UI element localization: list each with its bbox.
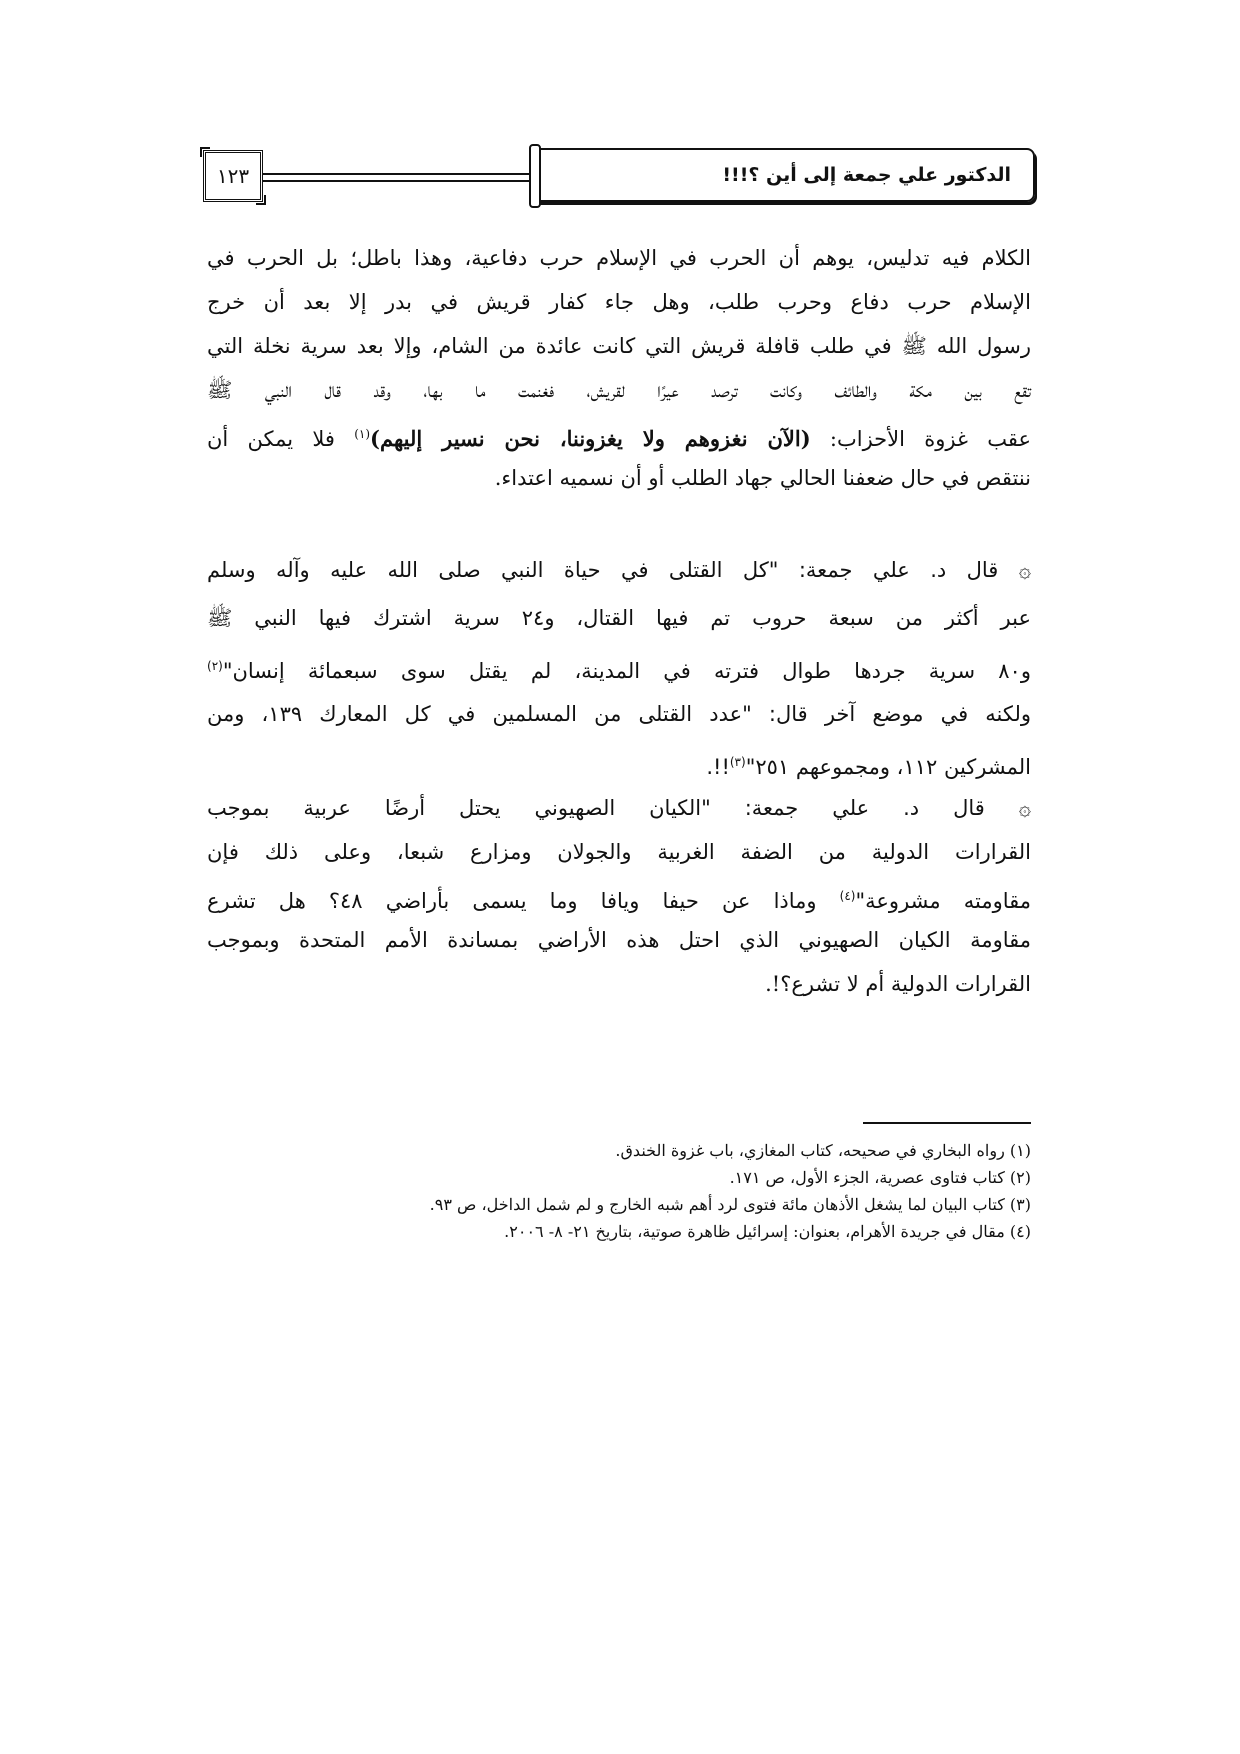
text-line — [207, 368, 1031, 412]
paragraph-3 — [207, 786, 1031, 1006]
footnotes — [207, 1137, 1031, 1245]
text-segment: و٨٠ سرية جردها طوال فترته في المدينة، لم يقتل سوى سبعمائة إنسان" — [222, 659, 1031, 683]
footnote-ref: (٣) — [729, 755, 746, 769]
text-segment: الإسلام حرب دفاع وحرب طلب، وهل جاء كفار قريش في بدر إلا بعد أن خرج — [207, 290, 1031, 314]
book-title: الدكتور علي جمعة إلى أين ؟!!! — [722, 164, 1011, 186]
text-segment: ننتقص في حال ضعفنا الحالي جهاد الطلب أو أن نسميه اعتداء. — [494, 466, 1031, 490]
text-segment: الكلام فيه تدليس، يوهم أن الحرب في الإسلام حرب دفاعية، وهذا باطل؛ بل الحرب في — [207, 246, 1031, 270]
text-line — [207, 874, 1031, 918]
text-segment: عقب غزوة الأحزاب: — [810, 427, 1031, 451]
text-line — [207, 962, 1031, 1006]
text-segment: مقاومة الكيان الصهيوني الذي احتل هذه الأراضي بمساندة الأمم المتحدة وبموجب — [207, 928, 1031, 952]
footnote: (٣) كتاب البيان لما يشغل الأذهان مائة فتوى لرد أهم شبه الخارج و لم شمل الداخل، ص ٩٣. — [429, 1195, 1031, 1214]
text-segment: مقاومته مشروعة" — [855, 889, 1032, 913]
text-segment: تقع بين مكة والطائف وكانت ترصد عيرًا لقريش، فغنمت ما بها، وقد قال النبي ﷺ — [207, 378, 1031, 402]
text-line — [207, 324, 1031, 368]
text-segment: المشركين ١١٢، ومجموعهم ٢٥١" — [745, 755, 1031, 779]
text-line — [207, 786, 1031, 830]
footnote-ref: (٢) — [207, 659, 223, 673]
paragraph-1 — [207, 236, 1031, 500]
text-segment: !!. — [706, 755, 730, 779]
text-line — [207, 642, 1031, 690]
text-segment: ۞ قال د. علي جمعة: "الكيان الصهيوني يحتل أرضًا عربية بموجب — [207, 796, 1031, 820]
text-segment: فلا يمكن أن — [207, 427, 355, 451]
text-line — [207, 918, 1031, 962]
text-segment: رسول الله ﷺ في طلب قافلة قريش التي كانت عائدة من الشام، وإلا بعد سرية نخلة التي — [207, 334, 1031, 358]
footnote: (٤) مقال في جريدة الأهرام، بعنوان: إسرائيل ظاهرة صوتية، بتاريخ ٢١- ٨- ٢٠٠٦. — [504, 1222, 1031, 1241]
text-segment: القرارات الدولية من الضفة الغربية والجولان ومزارع شبعا، وعلى ذلك فإن — [207, 840, 1031, 864]
text-line — [207, 690, 1031, 738]
text-line — [207, 280, 1031, 324]
text-line — [207, 830, 1031, 874]
footnote-separator — [863, 1122, 1031, 1124]
text-line — [207, 412, 1031, 456]
text-line — [207, 546, 1031, 594]
text-segment: عبر أكثر من سبعة حروب تم فيها القتال، و٢٤ سرية اشترك فيها النبي ﷺ — [207, 606, 1031, 630]
text-line — [207, 456, 1031, 500]
text-line — [207, 594, 1031, 642]
page-number: ١٢٣ — [216, 164, 250, 188]
header-rule — [263, 173, 533, 182]
text-segment: القرارات الدولية أم لا تشرع؟!. — [765, 972, 1031, 996]
scroll-banner — [531, 148, 1035, 202]
page-number-box — [203, 150, 263, 202]
text-segment: ولكنه في موضع آخر قال: "عدد القتلى من المسلمين في كل المعارك ١٣٩، ومن — [207, 702, 1031, 726]
footnote-ref: (٤) — [839, 889, 856, 903]
text-line — [207, 236, 1031, 280]
footnote: (٢) كتاب فتاوى عصرية، الجزء الأول، ص ١٧١. — [729, 1168, 1031, 1187]
paragraph-2 — [207, 546, 1031, 786]
footnote: (١) رواه البخاري في صحيحه، كتاب المغازي، باب غزوة الخندق. — [615, 1141, 1031, 1160]
text-line — [207, 738, 1031, 786]
text-segment: ۞ قال د. علي جمعة: "كل القتلى في حياة النبي صلى الله عليه وآله وسلم — [207, 558, 1031, 582]
footnote-ref: (١) — [354, 427, 371, 441]
text-segment: وماذا عن حيفا ويافا وما يسمى بأراضي ٤٨؟ هل تشرع — [207, 889, 840, 913]
running-header — [203, 140, 1035, 210]
bold-quote: (الآن نغزوهم ولا يغزوننا، نحن نسير إليهم) — [370, 426, 811, 451]
